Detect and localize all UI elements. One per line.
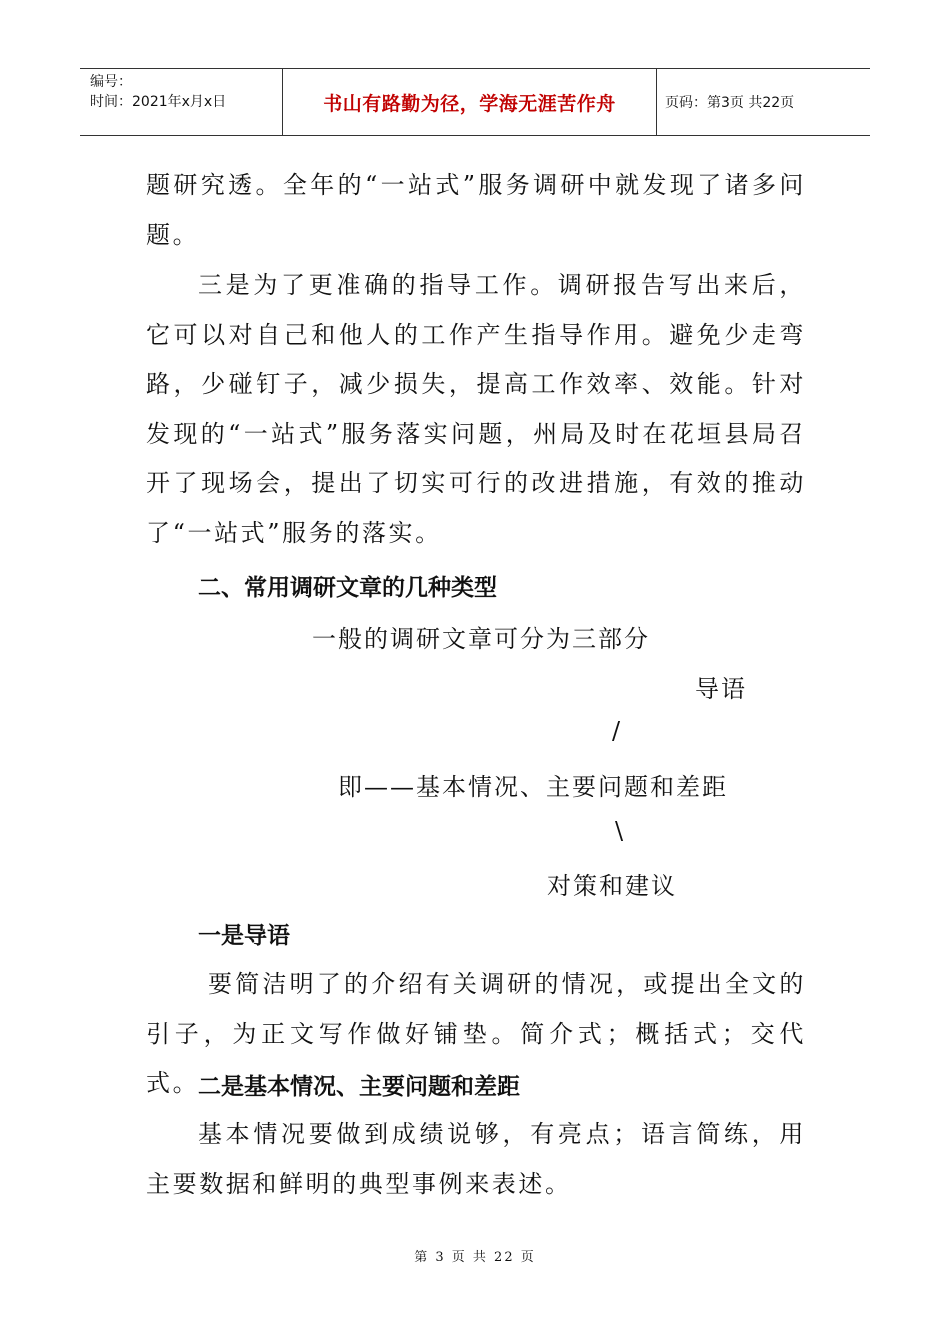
document-date: 时间：2021年x月x日 bbox=[90, 94, 227, 110]
header-meta bbox=[80, 69, 282, 135]
header-motto: 书山有路勤为径，学海无涯苦作舟 bbox=[282, 69, 657, 135]
diagram-connector-down: \ bbox=[615, 817, 626, 845]
page-footer: 第 3 页 共 22 页 bbox=[414, 1250, 536, 1265]
page-header bbox=[80, 68, 870, 136]
paragraph-continuation: 题研究透。全年的“一站式”服务调研中就发现了诸多问题。 bbox=[146, 171, 806, 249]
paragraph-guidance: 三是为了更准确的指导工作。调研报告写出来后，它可以对自己和他人的工作产生指导作用。避免少走弯路，少碰钉子，减少损失，提高工作效率、效能。针对发现的“一站式”服务落实问题，州局及时在花垣县局召开了现场会，提出了切实可行的改进措施，有效的推动了“一站式”服务的落实。 bbox=[146, 271, 806, 547]
subheading-intro: 一是导语 bbox=[198, 923, 290, 949]
diagram-part-conclusion: 对策和建议 bbox=[547, 872, 677, 900]
subheading-basics: 二是基本情况、主要问题和差距 bbox=[198, 1074, 520, 1100]
diagram-part-intro: 导语 bbox=[695, 675, 747, 703]
section-heading: 二、常用调研文章的几种类型 bbox=[198, 575, 497, 601]
diagram-connector-up: / bbox=[612, 717, 623, 745]
paragraph-basics: 基本情况要做到成绩说够，有亮点；语言简练，用主要数据和鲜明的典型事例来表述。 bbox=[146, 1120, 806, 1198]
header-page-code: 页码：第3页 共22页 bbox=[665, 95, 795, 111]
diagram-intro: 一般的调研文章可分为三部分 bbox=[312, 625, 650, 653]
paragraph-intro: 要简洁明了的介绍有关调研的情况，或提出全文的引子，为正文写作做好铺垫。简介式；概括式；交代式。 bbox=[146, 970, 806, 1097]
document-number-label: 编号： bbox=[90, 74, 132, 90]
diagram-part-body: 即——基本情况、主要问题和差距 bbox=[338, 773, 728, 801]
